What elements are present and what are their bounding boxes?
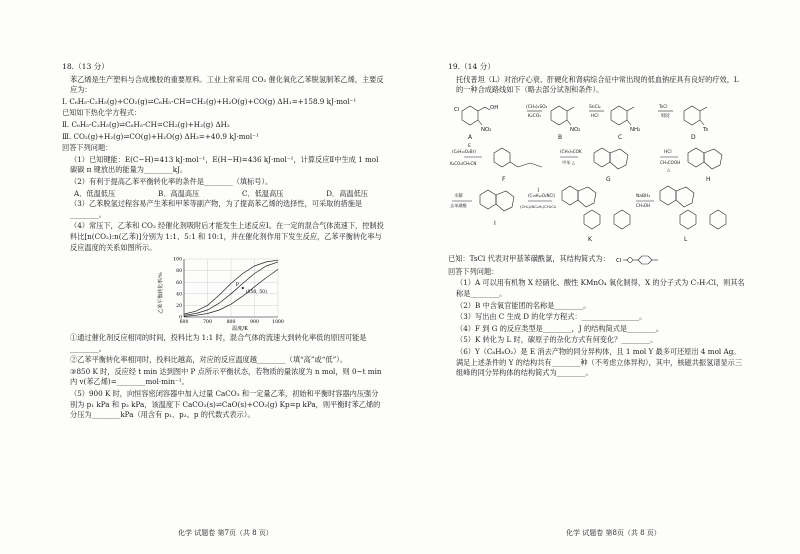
ring-h: [688, 148, 704, 167]
question-19: [448, 62, 746, 380]
reagent-7b: 去苯磺酰: [450, 202, 467, 208]
ring-l-azepine: [676, 187, 694, 207]
reagent-e: E: [468, 143, 471, 149]
label-nh2-c: NH₂: [630, 126, 641, 133]
ring-a: [462, 106, 478, 125]
reagent-j-b: (CH₃)₂NC₆H₅/CH₂Cl₂: [520, 203, 557, 209]
chart-x-tick-label: 600: [179, 320, 189, 326]
chart-y-tick-label: 40: [176, 292, 182, 298]
chart-y-tick-label: 0: [179, 315, 182, 321]
reagent-6b: CH₃COOH: [660, 159, 681, 165]
ring-g-azepine: [610, 149, 628, 169]
reagent-5: (CH₃)₃COK: [560, 148, 582, 154]
q18-sub-2: （2）有利于提高乙苯平衡转化率的条件是________（填标号）。: [70, 176, 273, 186]
ring-i-azepine: [496, 191, 514, 211]
tscl-cl-label: Cl: [615, 257, 622, 264]
page-8-footer: 化学 试题卷 第8页（共 8 页）: [566, 529, 661, 537]
chart-y-tick-label: 60: [176, 280, 182, 286]
conversion-chart-svg: [154, 255, 334, 331]
tosyl-ring: [638, 256, 652, 264]
synthesis-scheme-svg: [448, 97, 746, 247]
reagent-8: NaBH₄: [636, 193, 651, 199]
q18-sub-4: （4）常压下，乙苯和 CO₂ 经催化剂吸附后才能发生上述反应Ⅰ。在一定的混合气体流速下，控制投料比[n(CO₂):n(乙苯)]分别为 1:1、5:1 和 10:1，并在催化剂作用下发生反应，乙苯平衡转化率与反应温度的关系如图所示。: [70, 221, 384, 252]
label-ts-d: Ts: [703, 126, 709, 133]
reagent-7: 水解: [454, 193, 463, 199]
chart-x-tick-label: 1000: [272, 320, 284, 326]
conversion-chart: [154, 255, 334, 331]
reagent-6: HCl: [664, 149, 672, 155]
ring-h-azepine: [704, 149, 722, 169]
label-d: D: [691, 133, 696, 141]
q18-equation-3: Ⅲ. CO₂(g)+H₂(g)⇌CO(g)+H₂O(g) ΔH₃=+40.9 kJ·mol⁻¹: [62, 131, 259, 141]
q19-sub-2: （2）B 中含氧官能团的名称是________。: [456, 300, 591, 310]
reagent-3: TsCl: [659, 104, 668, 110]
reagent-j-formula: (C₁₅H₁₂O₂NCl): [528, 192, 555, 198]
q18-sub-3: （3）乙苯脱氢过程容易产生苯和甲苯等副产物，为了提高苯乙烯的选择性，可采取的措施是________。: [70, 199, 363, 219]
q18-sub-4-1: ①通过催化剂反应相同的时间，投料比为 1:1 时，混合气体的流速大到转化率低的原因可能是________。: [70, 333, 367, 353]
page-7-footer: 化学 试题卷 第7页（共 8 页）: [178, 529, 273, 537]
reagent-1b: K₂CO₃: [528, 113, 541, 119]
label-h: H: [706, 175, 711, 183]
chart-x-tick-label: 900: [250, 320, 259, 326]
label-c: C: [618, 133, 623, 141]
label-no2-a: NO₂: [481, 126, 492, 133]
q18-sub-4-3: ③850 K 时，反应经 t min 达到图中 P 点所示平衡状态，若物质的量浓度为 n mol，则 0~t min 内 v(苯乙烯)=________mol·min⁻¹。: [70, 366, 382, 387]
ring-l: [660, 186, 676, 205]
synthesis-scheme: [448, 97, 746, 247]
chart-x-tick-label: 700: [203, 320, 212, 326]
ring-d: [684, 106, 700, 125]
q18-options: [62, 189, 384, 200]
label-oh-a: OH: [490, 104, 499, 111]
q18-sub-5: （5）900 K 时，向恒容密闭容器中加入过量 CaCO₃ 和一定量乙苯，初始和平衡时容器内压强分别为 p₁ kPa 和 p₂ kPa，该温度下 CaCO₃(s)⇌CaO(s)+CO₂(g) Kp=p kPa，则平衡时苯乙烯的分压为________kPa（用含有 p₁、p₂、p 的代数式表示）。: [70, 389, 381, 420]
label-b: B: [558, 133, 563, 141]
label-g: G: [606, 175, 611, 183]
tscl-structure: [616, 253, 662, 267]
q19-tcl-note: [448, 253, 746, 267]
label-cl-a: Cl: [454, 106, 460, 113]
q19-tcl-note-text: 已知：TsCl 代表对甲基苯磺酰氯，其结构简式为：: [448, 254, 610, 264]
reagent-2b: HCl: [591, 113, 599, 119]
q19-sub-5: （5）K 转化为 L 时，碳原子的杂化方式有何变化？________。: [456, 335, 658, 345]
chart-y-tick-label: 100: [173, 257, 182, 263]
reagent-1: (CH₃)₂SO₄: [526, 104, 548, 110]
q18-option-a: A．低温低压: [74, 188, 116, 198]
ring-k-benzamide: [584, 210, 600, 229]
q19-sub-3: （3）写出由 C 生成 D 的化学方程式：________________。: [456, 312, 647, 322]
reagent-6c: △: [667, 166, 671, 172]
reagent-3b: 吡啶: [661, 113, 670, 119]
chart-x-tick-label: 800: [226, 320, 236, 326]
chart-point-p-coords: (850, 50): [245, 290, 267, 296]
chart-y-tick-label: 20: [176, 304, 182, 310]
q18-sub-1: （1）已知键能：E(C−H)=413 kJ·mol⁻¹，E(H−H)=436 kJ·mol⁻¹，计算反应Ⅱ中生成 1 mol 碳碳 π 键放出的能量为________kJ。: [70, 154, 379, 175]
q19-sub-1: （1）A 可以用有机物 X 经硝化、酸性 KMnO₄ 氧化制得，X 的分子式为 C₇H₇Cl，则其名称是________。: [456, 278, 745, 298]
ring-k: [562, 186, 578, 205]
q18-known: 已知如下热化学方程式：: [62, 108, 142, 118]
ring-c: [611, 106, 627, 125]
ring-i: [480, 190, 496, 209]
reagent-j: J: [538, 187, 540, 193]
ring-l-benzamide: [680, 210, 696, 229]
q18-answer-prompt: 回答下列问题：: [62, 143, 113, 153]
q18-equation-1: Ⅰ. C₆H₅-C₂H₅(g)+CO₂(g)⇌C₆H₅-CH=CH₂(g)+H₂O(g)+CO(g) ΔH₁=+158.9 kJ·mol⁻¹: [62, 96, 357, 106]
question-18: [62, 62, 384, 422]
chart-y-label: 乙苯平衡转化率/%: [158, 272, 164, 314]
ring-f: [494, 148, 510, 167]
reagent-5b: 甲苯 △: [562, 159, 575, 165]
label-l: L: [684, 235, 688, 243]
q18-option-c: C．低温高压: [242, 188, 284, 198]
sulfonyl-group: [627, 257, 632, 262]
ring-k-tolyl: [614, 210, 630, 229]
label-f: F: [502, 175, 506, 183]
ring-k-azepine: [578, 187, 596, 207]
label-no2-b: NO₂: [570, 126, 581, 133]
q19-sub-6: （6）Y（C₈H₈O₂）是 E 消去产物的同分异构体，且 1 mol Y 最多可还原出 4 mol Ag。满足上述条件的 Y 的结构共有________种（不考虑立体异构），其中，核磁共振氢谱显示三组峰的同分异构体的结构简式为________。: [456, 346, 743, 378]
label-k: K: [588, 235, 592, 243]
reagent-2: SnCl₂: [589, 104, 601, 110]
label-a: A: [468, 133, 473, 141]
q18-option-d: D．高温低压: [326, 188, 368, 198]
question-19-title: 19.（14 分）: [448, 62, 495, 71]
question-18-title: 18.（13 分）: [62, 62, 109, 71]
q18-option-b: B．高温高压: [157, 188, 200, 198]
reagent-e-b: K₂CO₃/CH₃CN: [450, 160, 477, 166]
chart-point-p: [242, 287, 244, 289]
chart-y-tick-label: 80: [176, 269, 182, 275]
q19-intro: 托伐普坦（L）对治疗心衰、肝硬化和肾病综合征中常出现的低血钠症具有良好的疗效，L 的一种合成路线如下（略去部分试剂和条件）。: [456, 74, 739, 95]
reagent-8b: CH₃OH: [636, 202, 651, 208]
chart-x-label: 温度/K: [232, 326, 248, 332]
label-i: I: [494, 219, 496, 227]
reagent-e-formula: (C₆H₁₀O₂Br): [452, 148, 476, 154]
q19-sub-4: （4）F 到 G 的反应类型是________，J 的结构简式是________。: [456, 323, 664, 333]
ring-l-tolyl: [710, 210, 726, 229]
q18-equation-2: Ⅱ. C₆H₅-C₂H₅(g)⇌C₆H₅-CH=CH₂(g)+H₂(g) ΔH₂: [62, 119, 230, 129]
q18-intro: 苯乙烯是生产塑料与合成橡胶的重要原料。工业上常采用 CO₂ 催化氧化乙苯脱氢制苯乙烯，主要反应为：: [70, 74, 384, 95]
ring-g: [594, 148, 610, 167]
chart-point-p-label: P: [235, 282, 240, 289]
q19-answer-prompt: 回答下列问题：: [448, 266, 499, 276]
ring-b: [551, 106, 567, 125]
q18-sub-4-2: ②乙苯平衡转化率相同时，投料比越高，对应的反应温度越________（填“高”或“低”）。: [70, 355, 348, 365]
